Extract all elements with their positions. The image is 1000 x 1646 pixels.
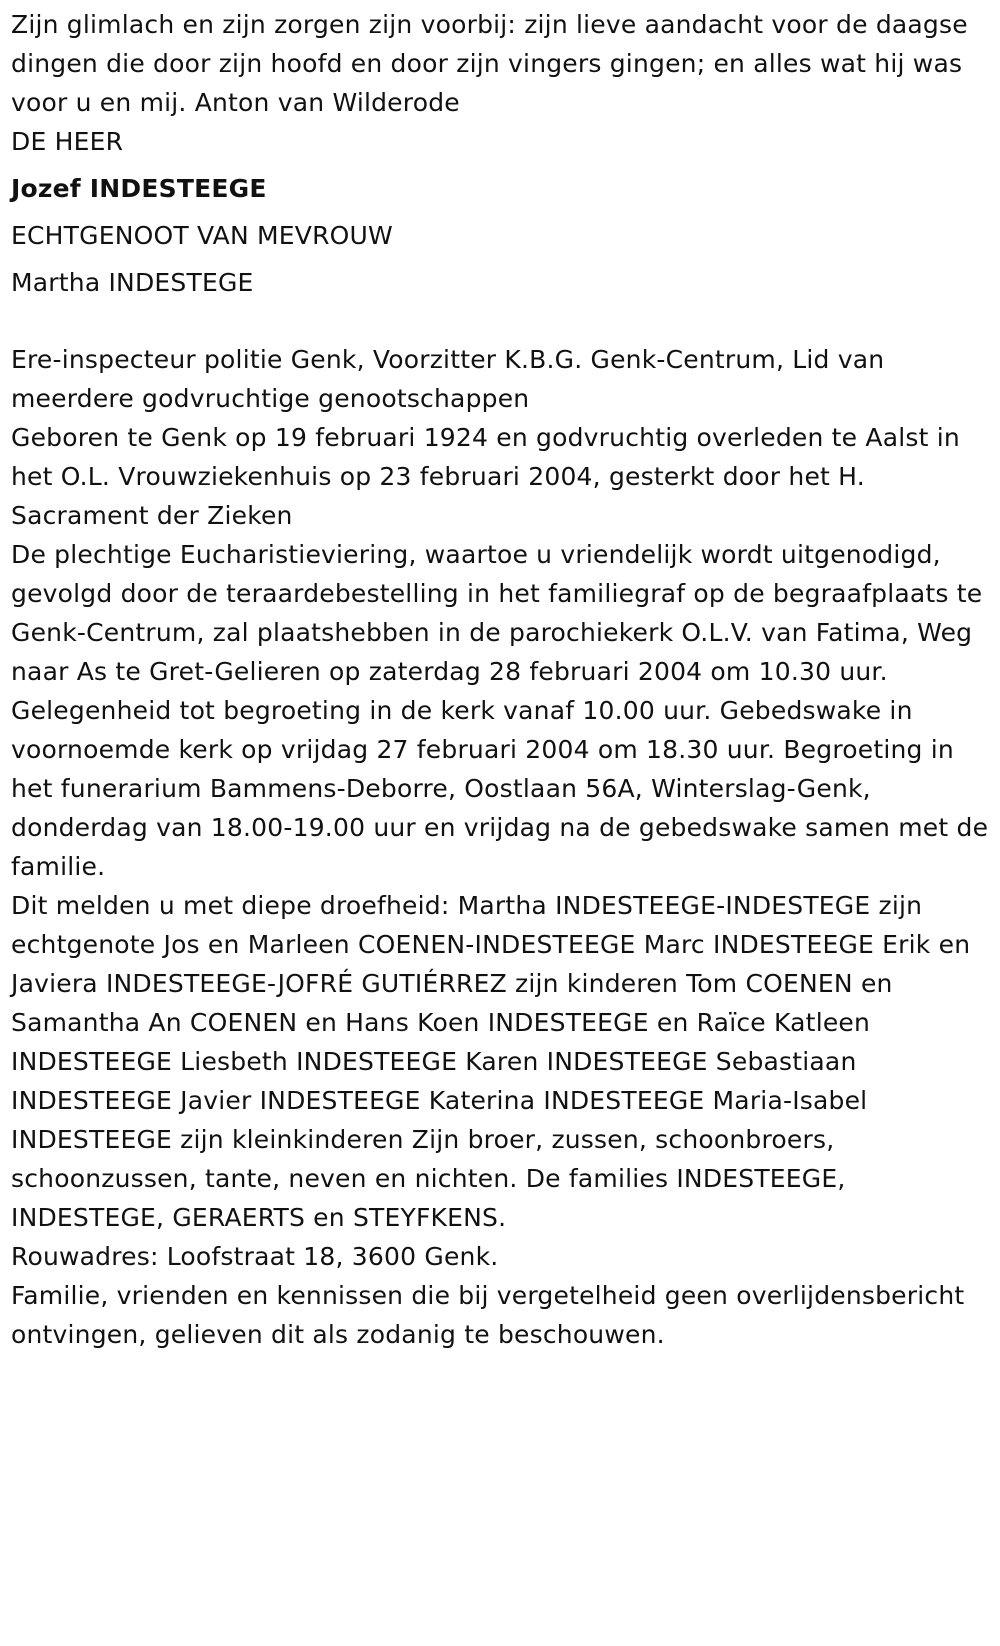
closing-paragraph: Familie, vrienden en kennissen die bij vergetelheid geen overlijdensbericht ontvingen, gelieven dit als zodanig te beschouwen. <box>11 1281 965 1349</box>
ceremony-paragraph: De plechtige Eucharistieviering, waartoe u vriendelijk wordt uitgenodigd, gevolgd door de teraardebestelling in het familiegraf op de begraafplaats te Genk-Centrum, zal plaatshebben in de parochiekerk O.L.V. van Fatima, Weg naar As te Gret-Gelieren op zaterdag 28 februari 2004 om 10.30 uur. Gelegenheid tot begroeting in de kerk vanaf 10.00 uur. Gebedswake in voornoemde kerk op vrijdag 27 februari 2004 om 18.30 uur. Begroeting in het funerarium Bammens-Deborre, Oostlaan 56A, Winterslag-Genk, donderdag van 18.00-19.00 uur en vrijdag na de gebedswake samen met de familie. <box>11 540 989 881</box>
opening-quote: Zijn glimlach en zijn zorgen zijn voorbij: zijn lieve aandacht voor de daagse dingen die door zijn hoofd en door zijn vingers gingen; en alles wat hij was voor u en mij. Anton van Wilderode <box>11 10 968 117</box>
spouse-name: Martha INDESTEGE <box>11 268 254 297</box>
birth-death-paragraph: Geboren te Genk op 19 februari 1924 en godvruchtig overleden te Aalst in het O.L. Vrouwziekenhuis op 23 februari 2004, gesterkt door het H. Sacrament der Zieken <box>11 423 960 530</box>
deceased-heading <box>11 118 989 306</box>
deceased-name: Jozef INDESTEEGE <box>11 174 267 203</box>
titles-paragraph: Ere-inspecteur politie Genk, Voorzitter K.B.G. Genk-Centrum, Lid van meerdere godvruchtige genootschappen <box>11 345 885 413</box>
address-paragraph: Rouwadres: Loofstraat 18, 3600 Genk. <box>11 1242 499 1271</box>
family-paragraph: Dit melden u met diepe droefheid: Martha INDESTEEGE-INDESTEGE zijn echtgenote Jos en Marleen COENEN-INDESTEEGE Marc INDESTEEGE Erik en Javiera INDESTEEGE-JOFRÉ GUTIÉRREZ zijn kinderen Tom COENEN en Samantha An COENEN en Hans Koen INDESTEEGE en Raïce Katleen INDESTEEGE Liesbeth INDESTEEGE Karen INDESTEEGE Sebastiaan INDESTEEGE Javier INDESTEEGE Katerina INDESTEEGE Maria-Isabel INDESTEEGE zijn kleinkinderen Zijn broer, zussen, schoonbroers, schoonzussen, tante, neven en nichten. De families INDESTEEGE, INDESTEGE, GERAERTS en STEYFKENS. <box>11 891 971 1232</box>
salutation: DE HEER <box>11 127 124 156</box>
spouse-label: ECHTGENOOT VAN MEVROUW <box>11 221 393 250</box>
